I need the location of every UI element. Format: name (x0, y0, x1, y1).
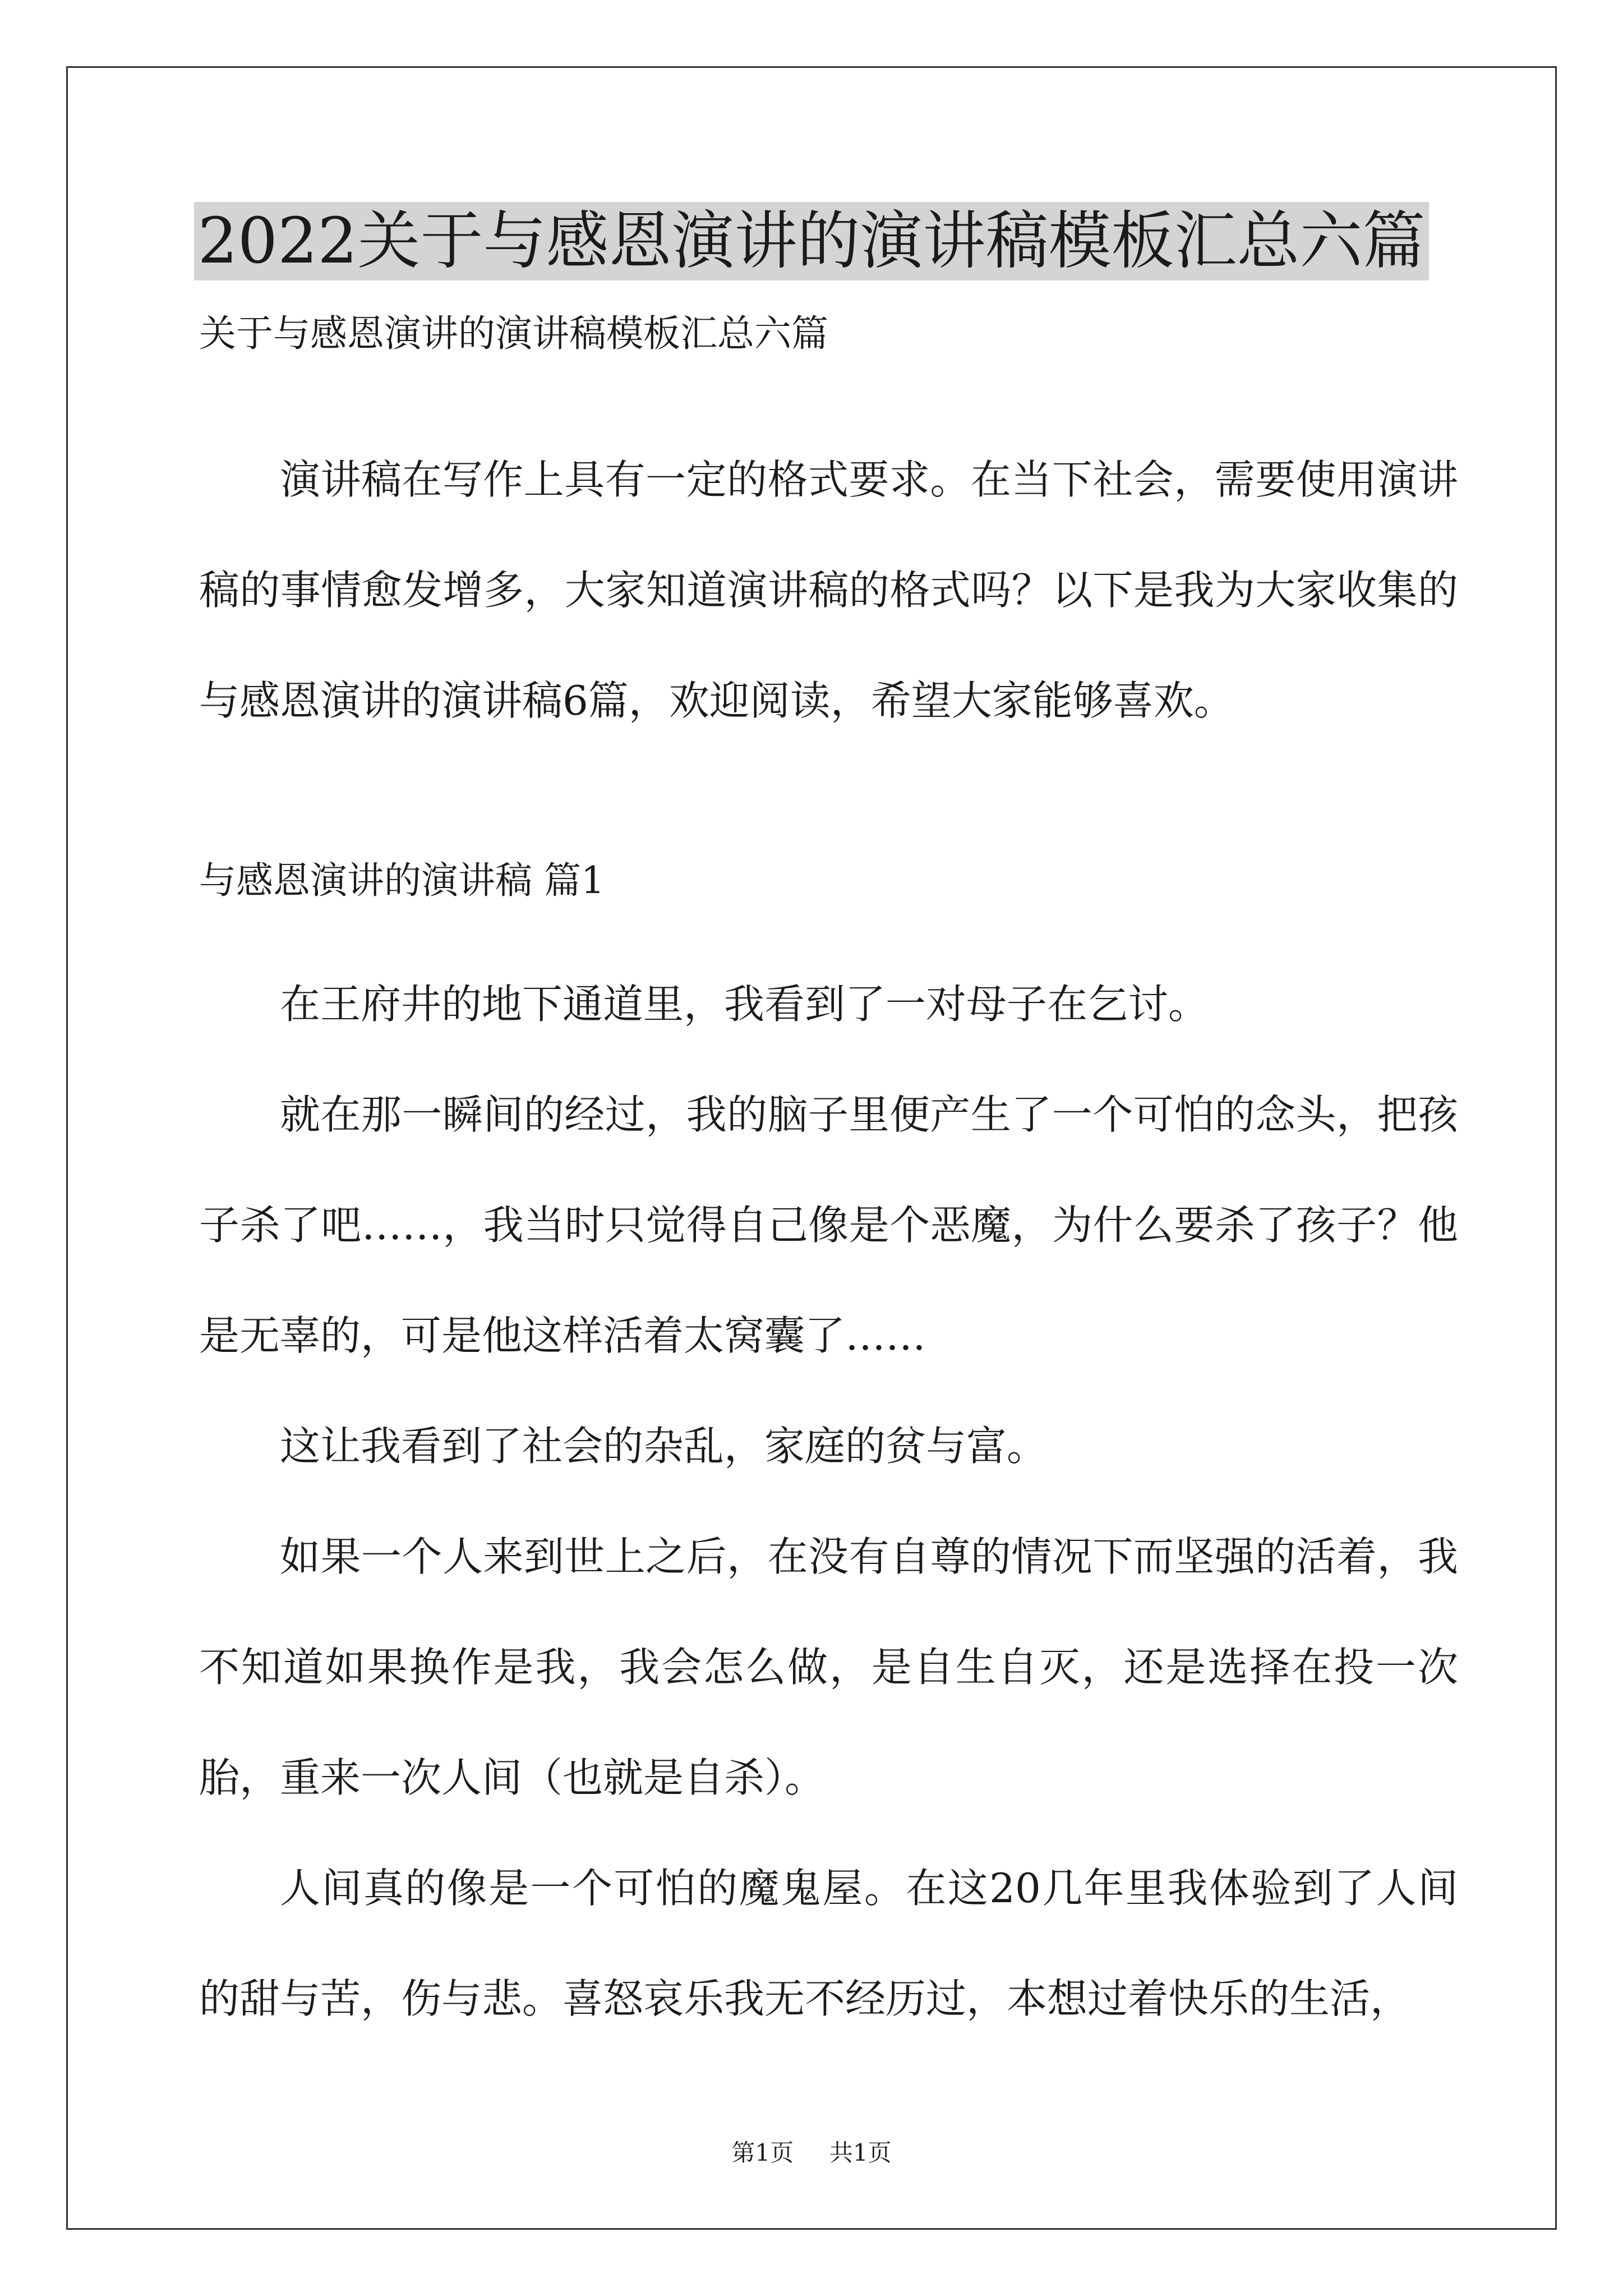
intro-paragraph: 演讲稿在写作上具有一定的格式要求。在当下社会，需要使用演讲稿的事情愈发增多，大家知道演讲稿的格式吗？以下是我为大家收集的与感恩演讲的演讲稿6篇，欢迎阅读，希望大家能够喜欢。 (199, 456, 1458, 724)
page-footer (0, 2136, 1623, 2170)
page-total: 共1页 (829, 2139, 892, 2166)
section-spacer (199, 756, 1458, 853)
body-paragraph: 如果一个人来到世上之后，在没有自尊的情况下而坚强的活着，我不知道如果换作是我，我会怎么做，是自生自灭，还是选择在投一次胎，重来一次人间（也就是自杀）。 (199, 1533, 1458, 1801)
body-paragraph: 这让我看到了社会的杂乱，家庭的贫与富。 (280, 1423, 1048, 1470)
document-body (199, 306, 1458, 2054)
title-container (0, 202, 1623, 280)
body-paragraph: 就在那一瞬间的经过，我的脑子里便产生了一个可怕的念头，把孩子杀了吧……，我当时只觉得自己像是个恶魔，为什么要杀了孩子？他是无辜的，可是他这样活着太窝囊了…… (199, 1091, 1458, 1359)
section-heading: 与感恩演讲的演讲稿 篇1 (199, 859, 605, 902)
body-paragraph: 人间真的像是一个可怕的魔鬼屋。在这20几年里我体验到了人间的甜与苦，伤与悲。喜怒哀乐我无不经历过，本想过着快乐的生活， (199, 1865, 1458, 2022)
page-number: 第1页 (731, 2139, 794, 2166)
body-paragraph: 在王府井的地下通道里，我看到了一对母子在乞讨。 (280, 981, 1209, 1028)
document-title: 2022关于与感恩演讲的演讲稿模板汇总六篇 (194, 202, 1428, 280)
document-subtitle: 关于与感恩演讲的演讲稿模板汇总六篇 (199, 312, 828, 355)
